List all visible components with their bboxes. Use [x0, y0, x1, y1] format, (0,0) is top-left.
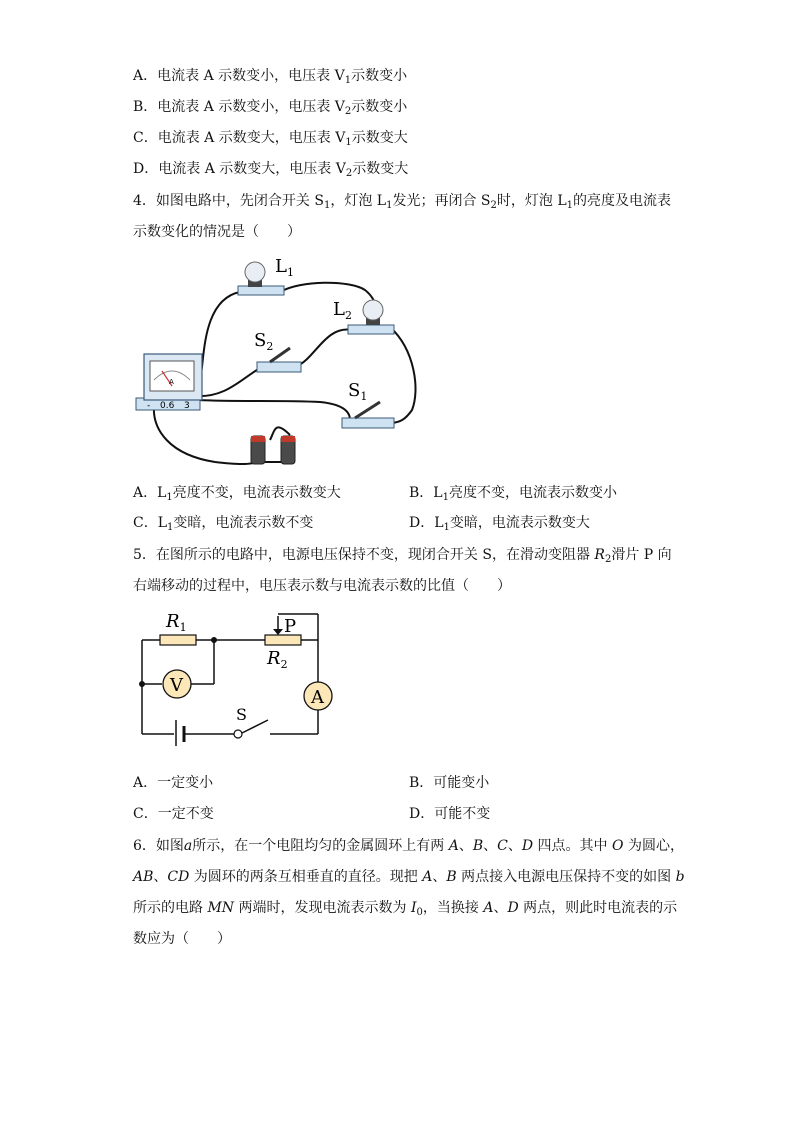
ammeter-terminal-minus: - [147, 401, 151, 411]
q5-option-b[interactable]: B．可能变小 [409, 775, 490, 791]
q6-stem-line1: 6．如图a所示，在一个电阻均匀的金属圆环上有两 A、B、C、D 四点。其中 O 为圆心， [133, 838, 684, 854]
q4-circuit-figure [130, 250, 430, 475]
q5-option-a[interactable]: A．一定变小 [133, 775, 214, 791]
switch-s1-lever-icon [355, 402, 380, 418]
lamp-l1-base [238, 286, 284, 295]
bulb-l1-icon [245, 262, 265, 282]
q6-stem-line3: 所示的电路 MN 两端时，发现电流表示数为 $I_0$，当换接 A、D 两点，则此时电流表的示 [133, 900, 678, 918]
q5-stem-line1: 5．在图所示的电路中，电源电压保持不变，现闭合开关 S，在滑动变阻器 $R_2$滑片 P 向 [133, 547, 672, 565]
label-l2: $L_2$ [333, 299, 352, 322]
switch-contact-icon [234, 730, 242, 738]
q3-option-b[interactable]: B．电流表 A 示数变小，电压表 $V_2$示数变小 [133, 99, 408, 117]
switch-s2-base [257, 362, 301, 372]
slider-arrow-icon [273, 629, 283, 635]
q5-option-d[interactable]: D．可能不变 [409, 806, 491, 822]
q4-option-c[interactable]: C．$L_1$变暗，电流表示数不变 [133, 515, 314, 533]
label-a: A [311, 687, 324, 708]
label-r1: $R_1$ [166, 611, 187, 634]
label-l1: $L_1$ [275, 256, 294, 279]
label-s2: $S_2$ [254, 330, 274, 353]
q4-option-a[interactable]: A．$L_1$亮度不变，电流表示数变大 [133, 485, 341, 503]
q3-option-c[interactable]: C．电流表 A 示数变大，电压表 $V_1$示数变大 [133, 130, 408, 148]
ammeter-terminal-3: 3 [184, 401, 190, 411]
q5-circuit-figure [130, 602, 340, 747]
resistor-r1 [160, 635, 196, 645]
wire [390, 327, 416, 423]
lamp-l2-base [348, 325, 394, 334]
q3-option-d[interactable]: D．电流表 A 示数变大，电压表 $V_2$示数变大 [133, 161, 409, 179]
q5-option-c[interactable]: C．一定不变 [133, 806, 214, 822]
label-s1: $S_1$ [348, 380, 368, 403]
q6-stem-line2: AB、CD 为圆环的两条互相垂直的直径。现把 A、B 两点接入电源电压保持不变的如图 b [133, 869, 685, 885]
q4-option-b[interactable]: B．$L_1$亮度不变，电流表示数变小 [409, 485, 617, 503]
label-r2: $R_2$ [267, 648, 288, 671]
q4-stem-line1: 4．如图电路中，先闭合开关 $S_1$，灯泡 $L_1$发光；再闭合 $S_2$时，灯泡 $L_1$的亮度及电流表 [133, 193, 671, 211]
q6-stem-line4: 数应为（ ） [133, 931, 231, 947]
label-s: S [236, 705, 247, 724]
label-p: P [284, 616, 297, 637]
q4-option-d[interactable]: D．$L_1$变暗，电流表示数变大 [409, 515, 590, 533]
wire [198, 400, 350, 420]
q5-stem-line2: 右端移动的过程中，电压表示数与电流表示数的比值（ ） [133, 578, 511, 594]
wire [295, 330, 352, 367]
bulb-l2-icon [363, 300, 383, 320]
wire [154, 405, 260, 464]
switch-s1-base [342, 418, 394, 428]
label-v: V [170, 675, 183, 696]
q4-stem-line2: 示数变化的情况是（ ） [133, 224, 301, 240]
ammeter-label: A [169, 378, 174, 386]
q3-option-a[interactable]: A．电流表 A 示数变小，电压表 $V_1$示数变小 [133, 68, 408, 86]
ammeter-terminal-06: 0.6 [160, 401, 175, 411]
wire [195, 368, 260, 396]
wire [280, 283, 377, 327]
